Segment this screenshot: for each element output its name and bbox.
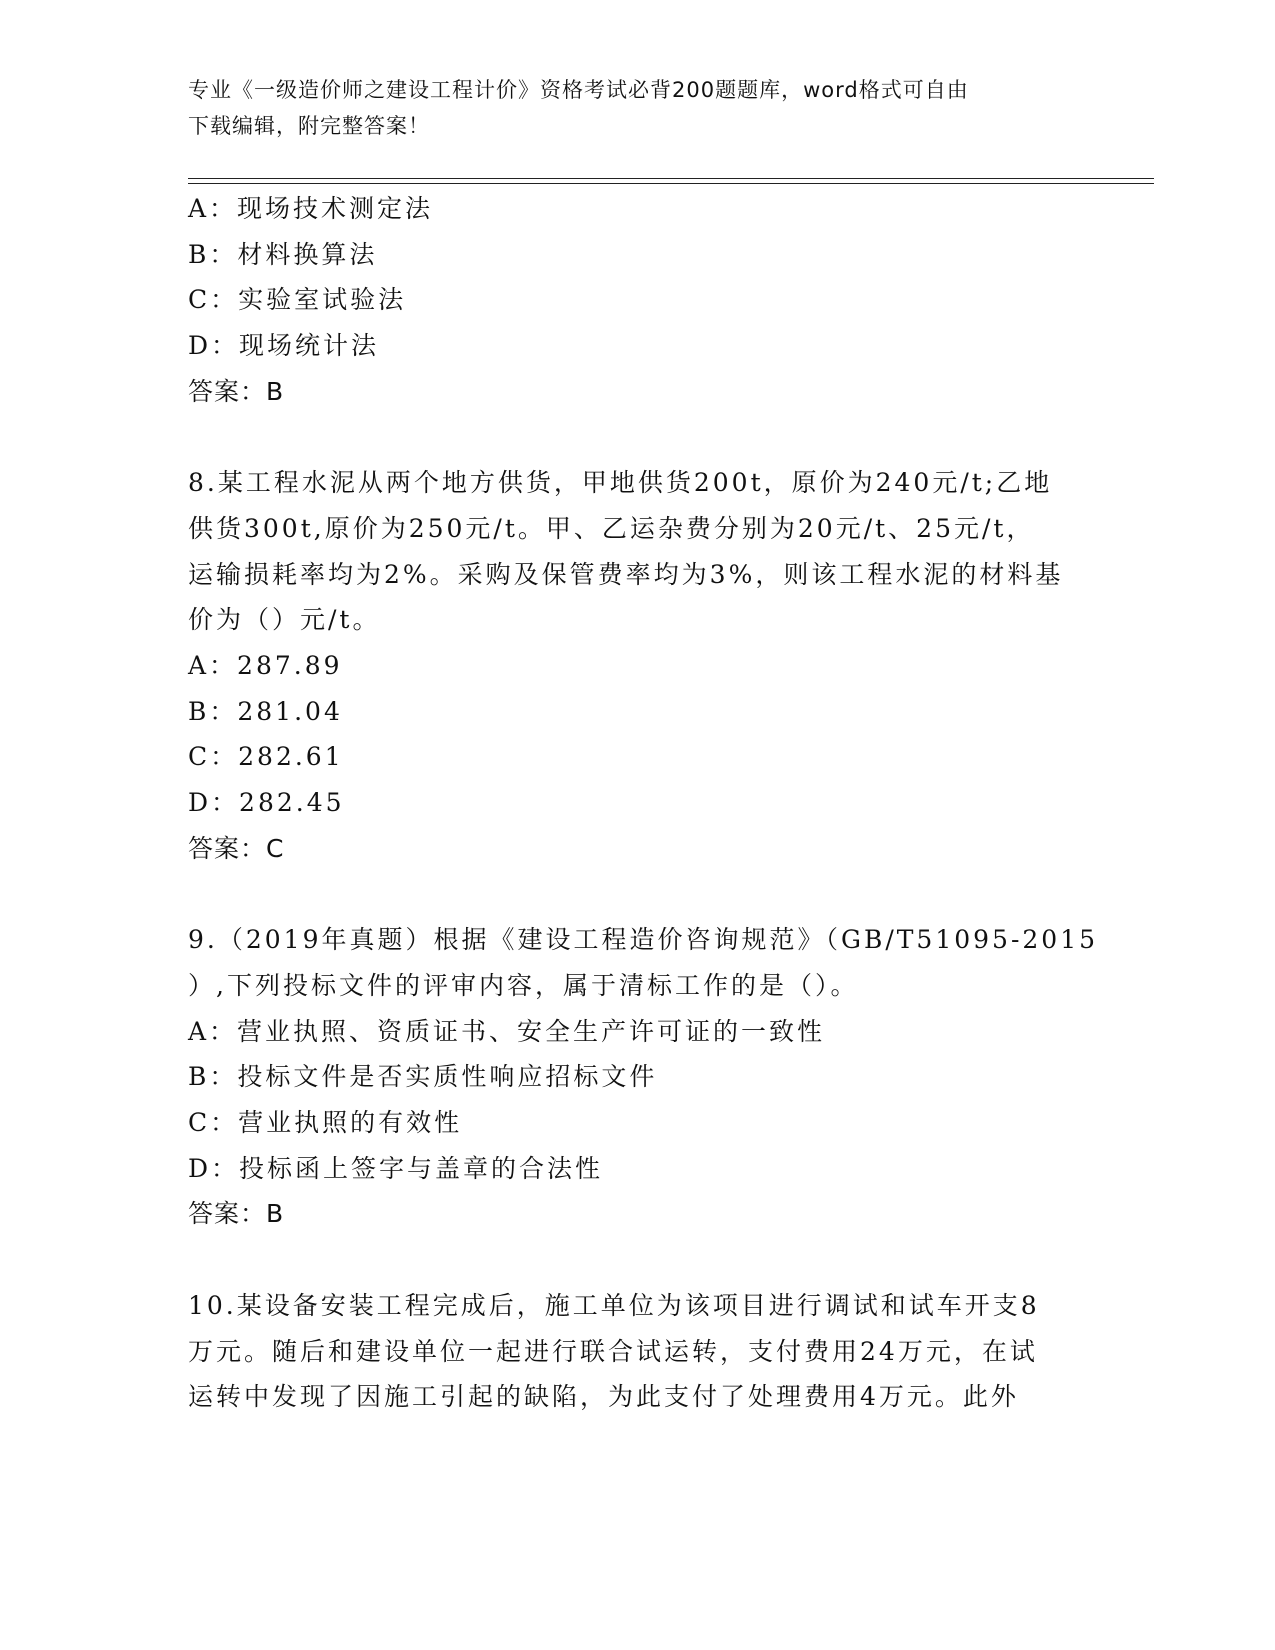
question-9-text-line-1: 9.（2019年真题）根据《建设工程造价咨询规范》（GB/T51095-2015 [188,925,1099,955]
question-7-option-d: D：现场统计法 [188,331,380,361]
spacer [188,1237,1088,1283]
question-8-text-line-1: 8.某工程水泥从两个地方供货，甲地供货200t，原价为240元/t;乙地 [188,468,1053,498]
question-9-option-c: C：营业执照的有效性 [188,1108,463,1138]
question-9-option-b: B：投标文件是否实质性响应招标文件 [188,1062,658,1092]
question-9-text-line-2: ）,下列投标文件的评审内容，属于清标工作的是（）。 [188,970,859,1000]
question-10-block [188,1283,1088,1420]
question-7-option-c: C：实验室试验法 [188,285,407,315]
header-divider-bottom [188,183,1154,184]
question-7-option-a: A：现场技术测定法 [188,194,434,223]
question-10-text-line-1: 10.某设备安装工程完成后，施工单位为该项目进行调试和试车开支8 [188,1290,1040,1320]
question-7-answer: 答案：B [188,376,285,406]
question-8-text-line-2: 供货300t,原价为250元/t。甲、乙运杂费分别为20元/t、25元/t， [188,513,1035,543]
question-8-option-a: A：287.89 [188,651,343,681]
spacer [188,872,1088,918]
question-8-text-line-3: 运输损耗率均为2%。采购及保管费率均为3%，则该工程水泥的材料基 [188,559,1064,589]
question-10-text-line-2: 万元。随后和建设单位一起进行联合试运转，支付费用24万元，在试 [188,1336,1038,1366]
question-8-block [188,460,1088,871]
header-line-2: 下载编辑，附完整答案！ [188,114,430,138]
spacer [188,415,1088,461]
question-9-block [188,917,1099,1237]
header-line-1: 专业《一级造价师之建设工程计价》资格考试必背200题题库，word格式可自由 [188,78,969,102]
question-9-option-a: A：营业执照、资质证书、安全生产许可证的一致性 [188,1016,826,1046]
question-9-option-d: D：投标函上签字与盖章的合法性 [188,1153,604,1183]
question-8-text-line-4: 价为（）元/t。 [188,605,381,635]
question-7-block [188,186,1088,415]
question-8-option-b: B：281.04 [188,696,343,726]
question-content [188,186,1099,1420]
question-8-option-d: D：282.45 [188,788,345,818]
question-8-option-c: C：282.61 [188,742,344,772]
document-header [188,72,1088,144]
header-divider-top [188,178,1154,179]
question-7-option-b: B：材料换算法 [188,239,378,269]
question-8-answer: 答案：C [188,833,285,863]
question-9-answer: 答案：B [188,1199,285,1229]
question-10-text-line-3: 运转中发现了因施工引起的缺陷，为此支付了处理费用4万元。此外 [188,1382,1019,1412]
